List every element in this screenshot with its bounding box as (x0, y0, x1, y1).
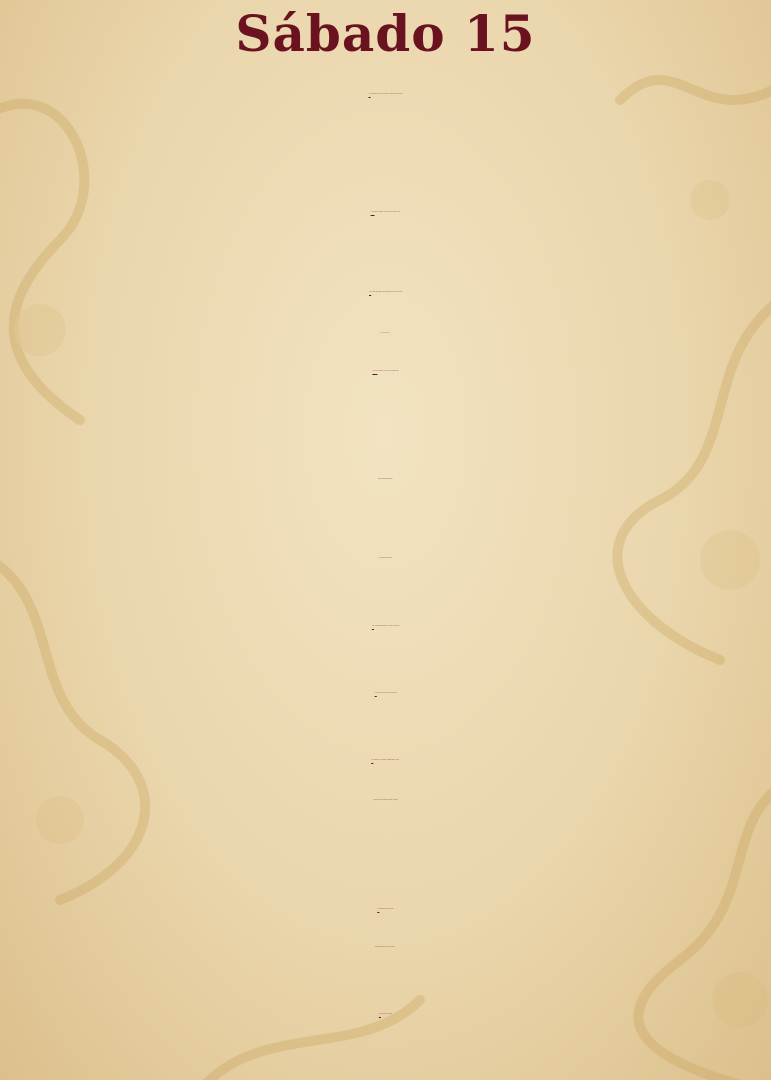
event-4-time: 12h -00h (372, 371, 378, 372)
event-7-desc (0, 645, 771, 675)
event-9-heading-line (0, 746, 771, 776)
event-11-place (0, 964, 771, 994)
event-8-time: 15h (374, 693, 377, 694)
event-4-heading-line (0, 357, 771, 387)
event-4-title: Apertura de la zona de Restauración. (377, 371, 399, 372)
event-7-time: 13h (371, 626, 374, 627)
event-4-desc (0, 391, 771, 421)
event-7-heading-line (0, 612, 771, 642)
event-6-heading-line (0, 505, 771, 535)
event-1-desc-1 (0, 119, 771, 149)
event-1-title: Apertura del Mercado Medieval y Zona Lúdica de juegos (370, 94, 403, 95)
event-12-time: 23h (378, 1014, 381, 1015)
event-11-line-2: zancudos, fuegos, luces, personajes... (374, 947, 396, 948)
event-5-genre: Swing y Rythm and Blues. (378, 479, 393, 480)
event-11-time: 19h (377, 909, 380, 910)
event-11-heading-line (0, 895, 771, 925)
event-12-title: Cierre del Mercado (381, 1014, 393, 1015)
event-8-place (0, 711, 771, 741)
event-9-time: 17h (371, 760, 374, 761)
event-2-title: Taller Infantil “Crea tu Propia Flauta de Pan” (374, 212, 401, 213)
event-9-location: Lugar: Nuevo Rincón del Duende c/ Ermita (373, 800, 398, 801)
event-3-line-2 (0, 318, 771, 349)
event-5-line-2 (0, 464, 771, 495)
event-2-place (0, 238, 771, 268)
event-8-title: Danza del Vientre por Helena Rull (377, 693, 397, 694)
event-10-heading-line (0, 825, 771, 855)
event-3-title: Alegres melodías al violín resuenan en el mercado por (371, 292, 402, 293)
page-title: Sábado 15 (235, 4, 536, 63)
event-7-title: Pasacalles Interactivo El Rey de los Bufones (374, 626, 400, 627)
event-8-heading-line (0, 679, 771, 709)
event-3-heading-line (0, 278, 771, 308)
event-9-title: Lectura del Homenaje al Inmigrante de Dílar . (373, 760, 400, 761)
event-3-time: 12h (369, 292, 372, 293)
event-12-heading-line (0, 1000, 771, 1030)
event-1-time: 11h (368, 94, 371, 95)
event-2-heading-line (0, 198, 771, 228)
event-6-place (0, 576, 771, 606)
event-3-performer: FUNANVIOLISTA. (380, 333, 391, 334)
event-5-heading-line (0, 425, 771, 455)
event-10-place (0, 857, 771, 887)
event-6-line-2: Crea tu figura de barro. (378, 558, 393, 559)
event-2-time: 11:30h (370, 212, 375, 213)
event-1-heading-line (0, 80, 771, 110)
event-1-desc-2 (0, 159, 771, 189)
event-11-title: Pasacalles de Estreyarte: (379, 909, 394, 910)
